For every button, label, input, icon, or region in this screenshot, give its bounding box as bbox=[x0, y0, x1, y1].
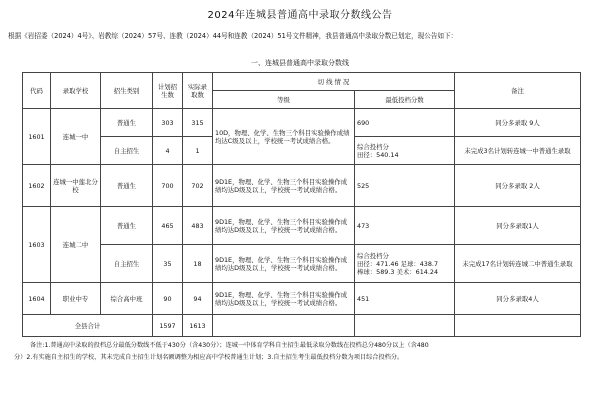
category-cell: 综合高中班 bbox=[101, 283, 153, 315]
school-code: 1602 bbox=[23, 165, 51, 207]
header-school: 录取学校 bbox=[51, 73, 101, 109]
table-row bbox=[23, 245, 581, 283]
empty-cell bbox=[213, 315, 355, 337]
min-score-cell bbox=[355, 245, 455, 283]
remark-cell: 同分多录取 2人 bbox=[455, 165, 581, 207]
empty-cell bbox=[455, 315, 581, 337]
remark-cell: 同分多录取4人 bbox=[455, 283, 581, 315]
notes bbox=[14, 340, 589, 364]
actual-cell: 1 bbox=[183, 137, 213, 165]
min-score-cell: 451 bbox=[355, 283, 455, 315]
actual-cell: 315 bbox=[183, 109, 213, 137]
plan-cell: 303 bbox=[153, 109, 183, 137]
school-name: 连城一中莲北分校 bbox=[51, 165, 101, 207]
total-row bbox=[23, 315, 581, 337]
total-plan: 1597 bbox=[153, 315, 183, 337]
table-row bbox=[23, 283, 581, 315]
header-grade: 等级 bbox=[213, 91, 355, 109]
empty-cell bbox=[355, 315, 455, 337]
category-cell: 普通生 bbox=[101, 109, 153, 137]
header-plan: 计划招生数 bbox=[153, 73, 183, 109]
min-score-line: 田径：471.46 足球：438.7 bbox=[357, 259, 439, 268]
school-name: 职业中专 bbox=[51, 283, 101, 315]
actual-cell: 702 bbox=[183, 165, 213, 207]
grade-cell: 10D，物理、化学、生物三个科目实验操作成绩均达C级及以上，学校统一考试成绩合格。 bbox=[213, 109, 355, 165]
min-score-line: 棒球：589.3 美术：614.24 bbox=[357, 267, 439, 276]
min-score-line: 田径：540.14 bbox=[357, 150, 399, 159]
total-actual: 1613 bbox=[183, 315, 213, 337]
table-row bbox=[23, 207, 581, 245]
min-score-line: 综合投档分 bbox=[357, 142, 389, 151]
table-row bbox=[23, 109, 581, 137]
actual-cell: 94 bbox=[183, 283, 213, 315]
min-score-line: 综合投档分 bbox=[357, 251, 389, 260]
school-code: 1601 bbox=[23, 109, 51, 165]
note-line: 分）2.有实施自主招生的学校，其未完成自主招生计划名额调整为相应高中学校普通生计划；3.自主招生考生最低投档分数为项目综合投档分。 bbox=[14, 353, 404, 361]
header-actual: 实际录取数 bbox=[183, 73, 213, 109]
grade-cell: 9D1E，物理、化学、生物三个科目实验操作成绩均达D级及以上，学校统一考试成绩合格。 bbox=[213, 245, 355, 283]
category-cell: 普通生 bbox=[101, 165, 153, 207]
note-line: 备注:1.普通高中录取的投档总分最低分数线不低于430分（含430分）；连城一中体育学科自主招生最低录取分数线在投档总分480分以上（含480 bbox=[30, 342, 429, 349]
category-cell: 普通生 bbox=[101, 207, 153, 245]
min-score-cell: 473 bbox=[355, 207, 455, 245]
header-category: 招生类别 bbox=[101, 73, 153, 109]
actual-cell: 483 bbox=[183, 207, 213, 245]
intro-paragraph: 根据《岩招委（2024）4号》、岩教综（2024）57号、连教（2024）44号和连教（2024）51号文件精神，我县普通高中录取分数已划定，现公告如下： bbox=[8, 32, 458, 40]
grade-cell: 9D1E，物理、化学、生物三个科目实验操作成绩均达D级及以上，学校统一考试成绩合格。 bbox=[213, 165, 355, 207]
table-subtitle: 一、连城县普通高中录取分数线 bbox=[251, 59, 349, 67]
page-title: 2024年连城县普通高中录取分数线公告 bbox=[207, 10, 393, 21]
min-score-cell: 525 bbox=[355, 165, 455, 207]
category-cell: 自主招生 bbox=[101, 245, 153, 283]
min-score-cell bbox=[355, 137, 455, 165]
header-remark: 备注 bbox=[455, 73, 581, 109]
table-row bbox=[23, 165, 581, 207]
actual-cell: 18 bbox=[183, 245, 213, 283]
header-row-1 bbox=[23, 73, 581, 91]
school-name: 连城一中 bbox=[51, 109, 101, 165]
header-cutoff: 切 线 情 况 bbox=[213, 73, 455, 91]
header-code: 代码 bbox=[23, 73, 51, 109]
plan-cell: 700 bbox=[153, 165, 183, 207]
plan-cell: 35 bbox=[153, 245, 183, 283]
admission-table bbox=[22, 72, 581, 337]
remark-cell: 未完成3名计划转连城一中普通生录取 bbox=[455, 137, 581, 165]
header-min-score: 最低投档分数 bbox=[355, 91, 455, 109]
grade-cell: 9D1E，物理、化学、生物三个科目实验操作成绩均达D级及以上，学校统一考试成绩合格。 bbox=[213, 283, 355, 315]
school-code: 1603 bbox=[23, 207, 51, 283]
remark-cell: 同分多录取1人 bbox=[455, 207, 581, 245]
grade-cell: 9D1E，物理、化学、生物三个科目实验操作成绩均达D级及以上，学校统一考试成绩合格。 bbox=[213, 207, 355, 245]
category-cell: 自主招生 bbox=[101, 137, 153, 165]
plan-cell: 90 bbox=[153, 283, 183, 315]
school-code: 1604 bbox=[23, 283, 51, 315]
plan-cell: 4 bbox=[153, 137, 183, 165]
remark-cell: 同分多录取 9人 bbox=[455, 109, 581, 137]
remark-cell: 未完成17名计划转连城二中普通生录取 bbox=[455, 245, 581, 283]
total-label: 全县合计 bbox=[23, 315, 153, 337]
min-score-cell: 690 bbox=[355, 109, 455, 137]
school-name: 连城二中 bbox=[51, 207, 101, 283]
plan-cell: 465 bbox=[153, 207, 183, 245]
